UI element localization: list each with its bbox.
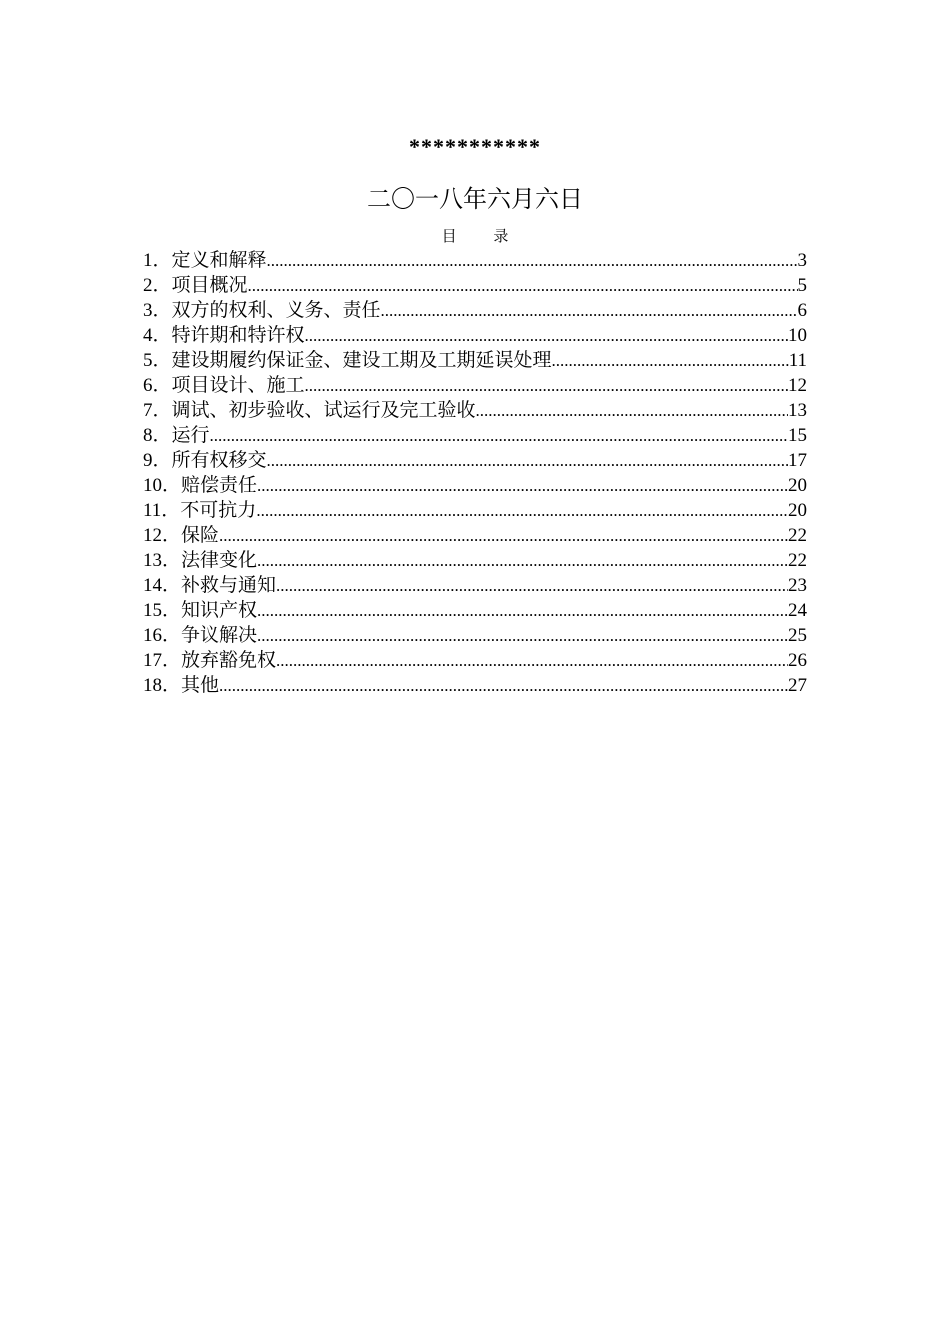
- toc-entry-title: 运行: [171, 424, 210, 446]
- toc-entry-page: 27: [788, 675, 807, 696]
- toc-dot-leader: [210, 423, 788, 448]
- toc-dot-leader: [257, 623, 788, 648]
- toc-entry-title: 知识产权: [181, 599, 258, 621]
- toc-entry-title: 调试、初步验收、试运行及完工验收: [171, 399, 476, 421]
- toc-entry-title: 双方的权利、义务、责任: [171, 299, 381, 321]
- toc-entry[interactable]: [143, 598, 807, 623]
- toc-entry[interactable]: [143, 448, 807, 473]
- toc-entry-title: 定义和解释: [171, 249, 267, 271]
- toc-entry[interactable]: [143, 373, 807, 398]
- toc-entry-page: 22: [788, 550, 807, 571]
- toc-dot-leader: [219, 523, 788, 548]
- redacted-name: ***********: [409, 134, 541, 159]
- toc-entry-page: 20: [788, 500, 807, 521]
- toc-entry-page: 12: [788, 375, 807, 396]
- toc-entry[interactable]: [143, 398, 807, 423]
- toc-entry-title: 补救与通知: [181, 574, 277, 596]
- toc-entry-number: 13．: [143, 550, 182, 571]
- toc-heading: 目 录: [441, 227, 525, 245]
- toc-entry[interactable]: [143, 573, 807, 598]
- toc-entry-title: 建设期履约保证金、建设工期及工期延误处理: [171, 349, 552, 371]
- toc-entry[interactable]: [143, 473, 807, 498]
- toc-entry-title: 放弃豁免权: [181, 649, 277, 671]
- toc-entry[interactable]: [143, 648, 807, 673]
- toc-dot-leader: [276, 648, 788, 673]
- toc-entry-page: 26: [788, 650, 807, 671]
- document-date: 二〇一八年六月六日: [367, 185, 583, 213]
- toc-entry[interactable]: [143, 548, 807, 573]
- toc-entry-number: 18．: [143, 675, 182, 696]
- toc-entry-page: 24: [788, 600, 807, 621]
- toc-entry-title: 项目概况: [171, 274, 248, 296]
- toc-dot-leader: [219, 673, 788, 698]
- toc-entry-number: 12．: [143, 525, 182, 546]
- toc-entry-number: 9．: [143, 450, 172, 471]
- toc-entry-number: 15．: [143, 600, 182, 621]
- toc-dot-leader: [267, 448, 788, 473]
- toc-entry-title: 不可抗力: [180, 499, 257, 521]
- toc-entry-number: 4．: [143, 325, 172, 346]
- toc-entry-number: 17．: [143, 650, 182, 671]
- toc-entry[interactable]: [143, 623, 807, 648]
- toc-entry-page: 5: [797, 275, 807, 296]
- toc-entry-number: 10．: [143, 475, 182, 496]
- toc-entry-title: 争议解决: [181, 624, 258, 646]
- toc-dot-leader: [248, 273, 798, 298]
- toc-entry-number: 2．: [143, 275, 172, 296]
- toc-entry-title: 项目设计、施工: [171, 374, 305, 396]
- toc-entry-title: 保险: [181, 524, 220, 546]
- toc-dot-leader: [476, 398, 788, 423]
- toc-entry-page: 6: [797, 300, 807, 321]
- toc-entry-number: 7．: [143, 400, 172, 421]
- toc-entry-page: 25: [788, 625, 807, 646]
- toc-entry-page: 15: [788, 425, 807, 446]
- toc-dot-leader: [381, 298, 798, 323]
- toc-entry-title: 法律变化: [181, 549, 258, 571]
- toc-dot-leader: [305, 323, 788, 348]
- toc-entry-number: 8．: [143, 425, 172, 446]
- toc-entry-page: 3: [797, 250, 807, 271]
- toc-entry[interactable]: [143, 248, 807, 273]
- toc-entry-page: 17: [788, 450, 807, 471]
- toc-entry-page: 11: [788, 350, 807, 371]
- toc-entry-number: 16．: [143, 625, 182, 646]
- table-of-contents: [143, 248, 807, 698]
- toc-dot-leader: [257, 548, 788, 573]
- toc-dot-leader: [305, 373, 788, 398]
- toc-dot-leader: [276, 573, 788, 598]
- toc-entry-number: 6．: [143, 375, 172, 396]
- toc-entry-page: 20: [788, 475, 807, 496]
- toc-entry[interactable]: [143, 273, 807, 298]
- toc-entry-page: 22: [788, 525, 807, 546]
- toc-entry-number: 5．: [143, 350, 172, 371]
- toc-entry[interactable]: [143, 423, 807, 448]
- toc-entry-page: 13: [788, 400, 807, 421]
- toc-entry[interactable]: [143, 298, 807, 323]
- toc-entry[interactable]: [143, 523, 807, 548]
- toc-entry-page: 10: [788, 325, 807, 346]
- toc-entry-title: 特许期和特许权: [171, 324, 305, 346]
- toc-entry-number: 11．: [143, 500, 181, 521]
- toc-dot-leader: [257, 598, 788, 623]
- toc-entry-title: 其他: [181, 674, 220, 696]
- toc-dot-leader: [256, 498, 788, 523]
- toc-entry-number: 1．: [143, 250, 172, 271]
- toc-entry-number: 14．: [143, 575, 182, 596]
- toc-entry[interactable]: [143, 348, 807, 373]
- toc-entry[interactable]: [143, 673, 807, 698]
- toc-dot-leader: [552, 348, 789, 373]
- toc-dot-leader: [257, 473, 788, 498]
- toc-entry[interactable]: [143, 323, 807, 348]
- toc-dot-leader: [267, 248, 798, 273]
- toc-entry-title: 所有权移交: [171, 449, 267, 471]
- toc-entry-page: 23: [788, 575, 807, 596]
- toc-entry-title: 赔偿责任: [181, 474, 258, 496]
- toc-entry-number: 3．: [143, 300, 172, 321]
- toc-entry[interactable]: [143, 498, 807, 523]
